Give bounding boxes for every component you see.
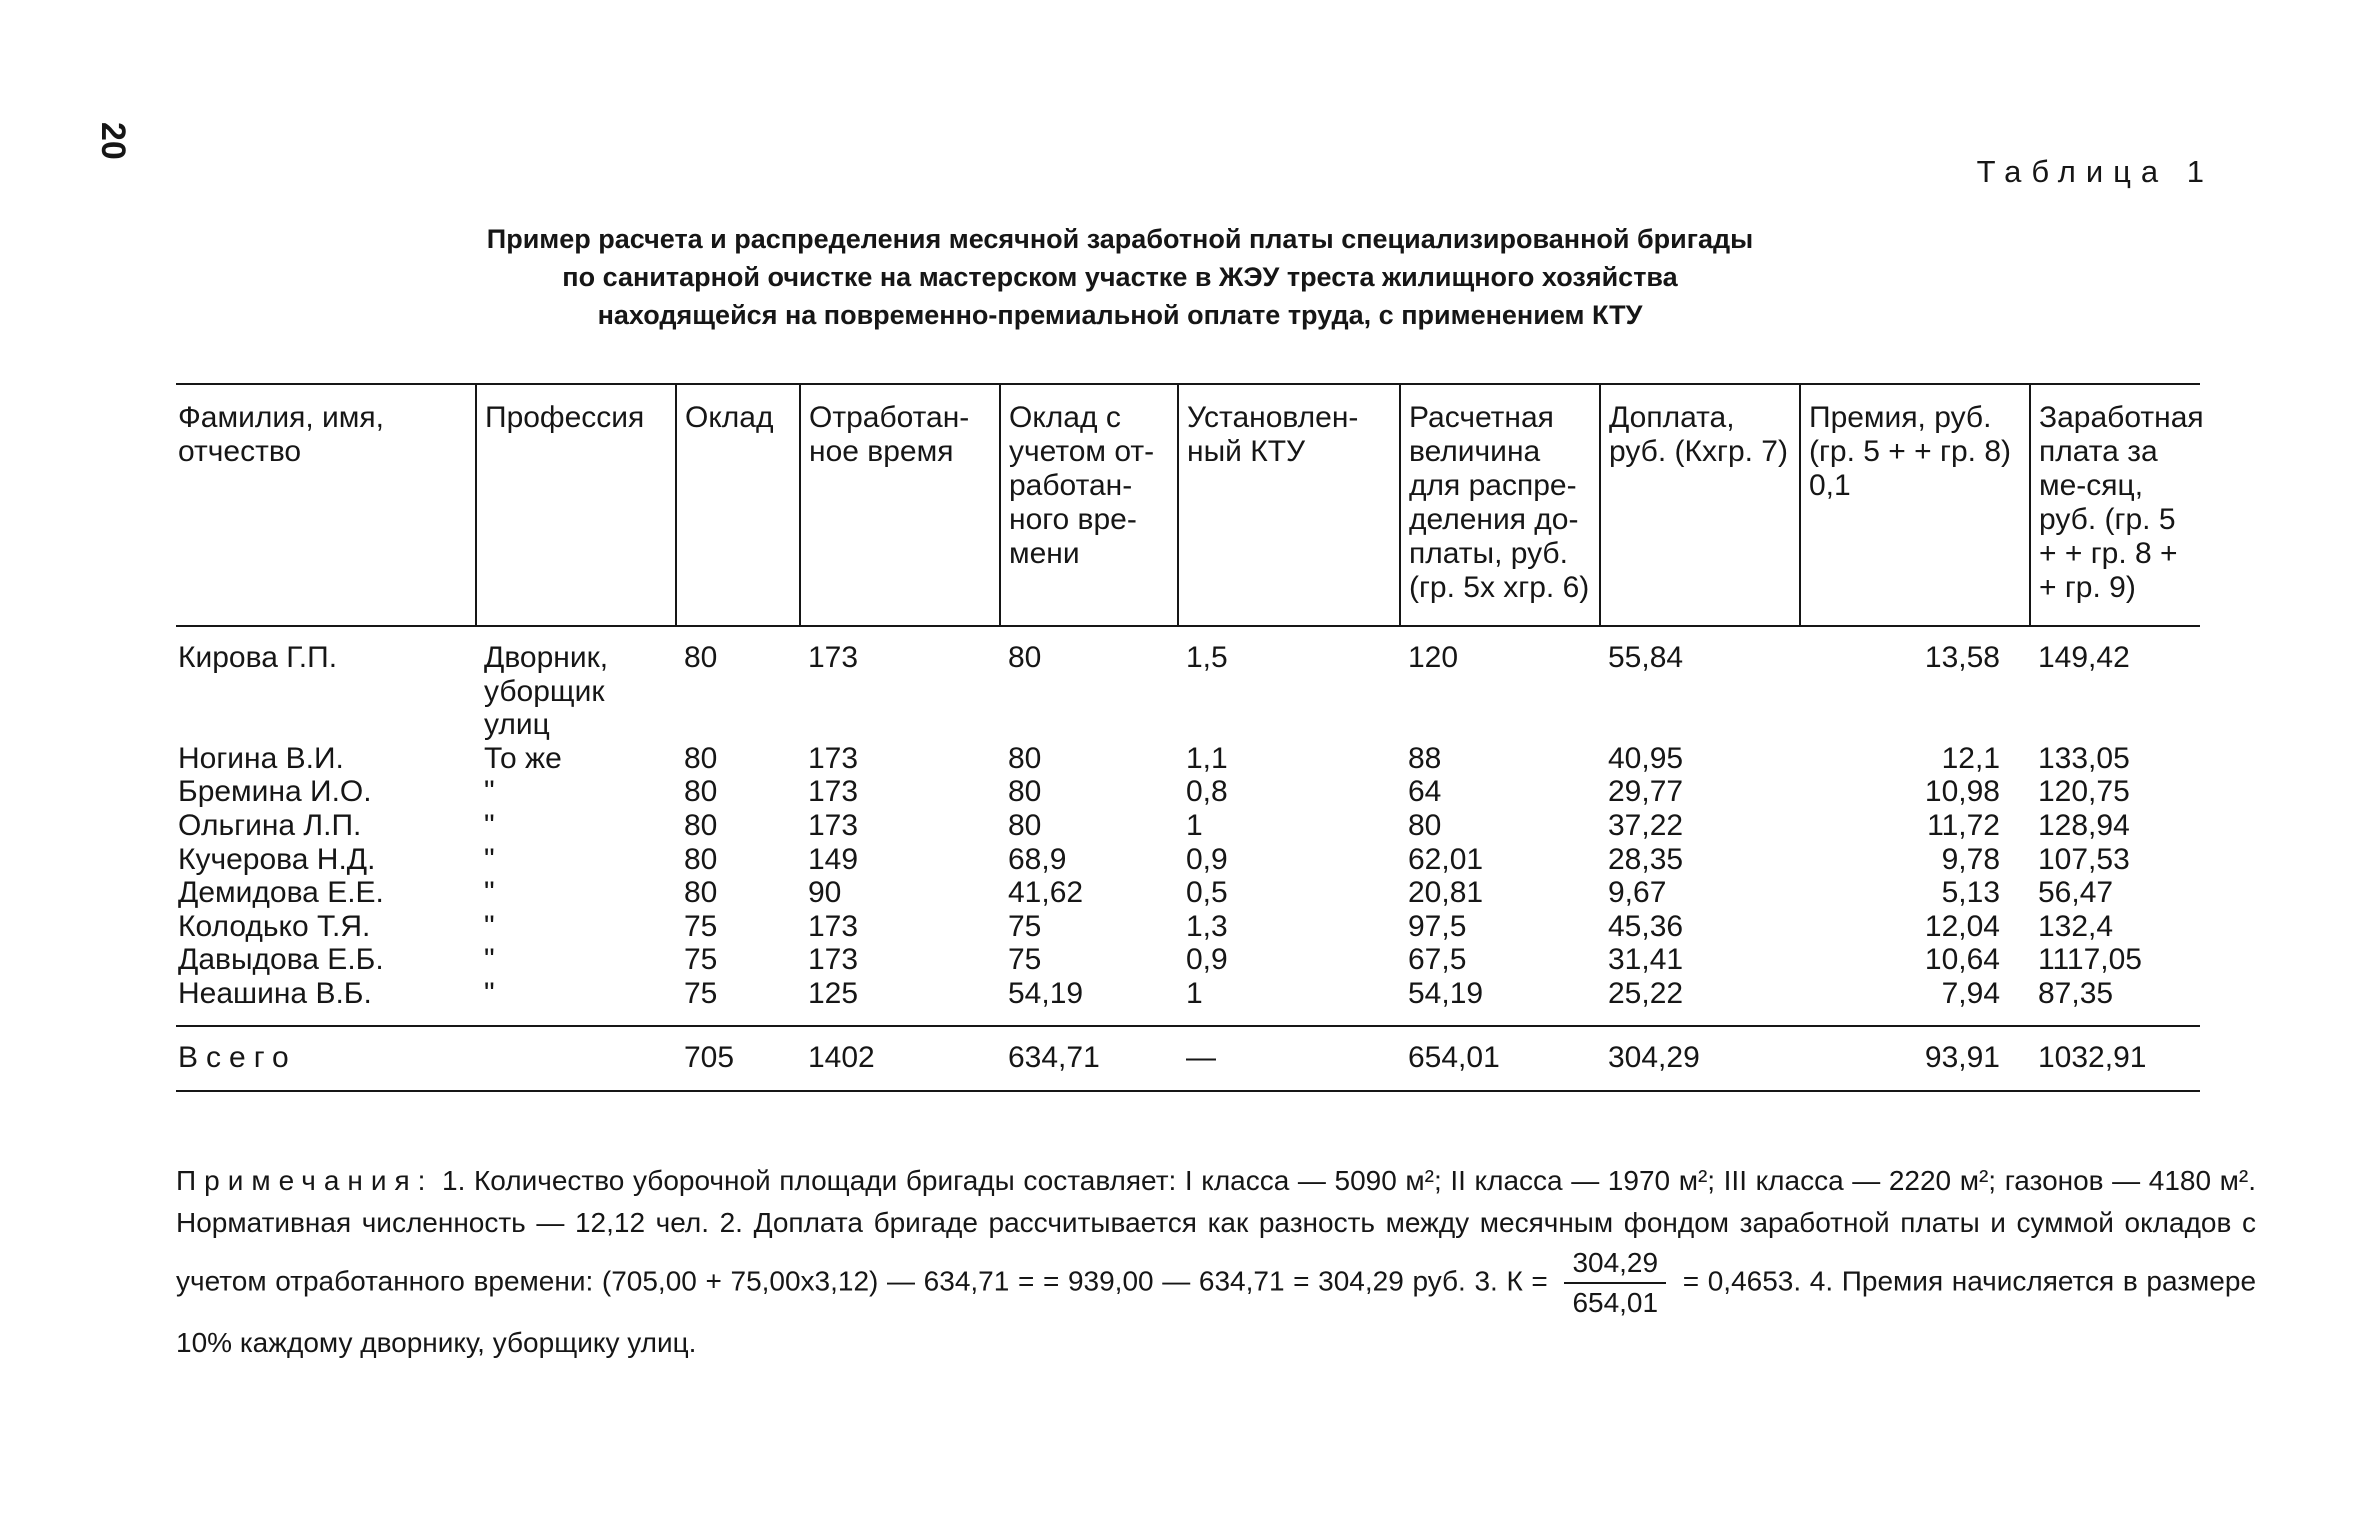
cell-total: 87,35 bbox=[2038, 976, 2114, 1010]
cell-name: Неашина В.Б. bbox=[178, 976, 372, 1010]
cell-bonus: 9,78 bbox=[1941, 842, 2000, 876]
title-line: по санитарной очистке на мастерском участке в ЖЭУ треста жилищного хозяйства bbox=[562, 262, 1678, 292]
cell-calc-value: 62,01 bbox=[1408, 842, 1484, 876]
table-row bbox=[176, 809, 2200, 843]
cell-total: 1117,05 bbox=[2038, 943, 2142, 977]
cell-bonus: 12,04 bbox=[1924, 909, 2000, 943]
cell-calc-value: 64 bbox=[1408, 775, 1442, 809]
cell-total: 133,05 bbox=[2038, 741, 2130, 775]
cell-total: 128,94 bbox=[2038, 808, 2130, 842]
table-row bbox=[176, 742, 2200, 776]
header-bonus: Премия, руб. (гр. 5 + + гр. 8) 0,1 bbox=[1800, 384, 2030, 626]
header-calc-value: Расчетная величина для распре-деления до-платы, руб. (гр. 5х хгр. 6) bbox=[1400, 384, 1600, 626]
cell-adjusted-salary: 75 bbox=[1008, 943, 1042, 977]
cell-time: 173 bbox=[808, 943, 859, 977]
header-total: Заработная плата за ме-сяц, руб. (гр. 5 + + гр. 8 + + гр. 9) bbox=[2030, 384, 2200, 626]
cell-calc-value: 54,19 bbox=[1408, 976, 1484, 1010]
cell-profession: " bbox=[484, 808, 495, 842]
totals-total: 1032,91 bbox=[2030, 1026, 2200, 1092]
header-extra-pay: Доплата, руб. (Кхгр. 7) bbox=[1600, 384, 1800, 626]
cell-profession: То же bbox=[484, 741, 562, 775]
cell-name: Бремина И.О. bbox=[178, 775, 372, 809]
cell-profession: " bbox=[484, 976, 495, 1010]
cell-profession: " bbox=[484, 842, 495, 876]
cell-bonus: 11,72 bbox=[1927, 808, 2000, 842]
header-adjusted-salary: Оклад с учетом от-работан-ного вре-мени bbox=[1000, 384, 1178, 626]
cell-bonus: 7,94 bbox=[1941, 976, 2000, 1010]
formula-fraction bbox=[1564, 1244, 1666, 1322]
cell-ktu: 0,9 bbox=[1186, 943, 1228, 977]
header-time: Отработан-ное время bbox=[800, 384, 1000, 626]
cell-time: 173 bbox=[808, 741, 859, 775]
cell-profession: " bbox=[484, 909, 495, 943]
table-row bbox=[176, 843, 2200, 877]
cell-ktu: 0,5 bbox=[1186, 876, 1228, 910]
table-row bbox=[176, 977, 2200, 1026]
cell-time: 90 bbox=[808, 876, 842, 910]
cell-calc-value: 20,81 bbox=[1408, 876, 1484, 910]
cell-bonus: 10,64 bbox=[1924, 943, 2000, 977]
cell-profession: " bbox=[484, 943, 495, 977]
cell-bonus: 5,13 bbox=[1941, 876, 2000, 910]
totals-row bbox=[176, 1026, 2200, 1092]
cell-extra-pay: 55,84 bbox=[1608, 641, 1684, 674]
cell-calc-value: 97,5 bbox=[1408, 909, 1467, 943]
cell-time: 173 bbox=[808, 775, 859, 809]
notes-text-part1: 1. Количество уборочной площади бригады составляет: I класса — 5090 м²; II класса — 1970 м²; III класса — 2220 м²; газонов — 4180 м². Нормативная численность — 12,12 чел. 2. Доплата бригаде рассчитывается как разность между месячным фондом заработной платы и суммой окладов с учетом отработанного времени: (705,00 + 75,00х3,12) — 634,71 = = 939,00 — 634,71 = 304,29 руб. 3. К = bbox=[176, 1165, 2257, 1297]
cell-extra-pay: 9,67 bbox=[1608, 876, 1667, 910]
table-notes bbox=[176, 1160, 2256, 1364]
cell-extra-pay: 37,22 bbox=[1608, 808, 1684, 842]
cell-salary: 80 bbox=[684, 775, 718, 809]
cell-adjusted-salary: 54,19 bbox=[1008, 976, 1084, 1010]
totals-label: Всего bbox=[176, 1026, 476, 1092]
cell-name: Ольгина Л.П. bbox=[178, 808, 362, 842]
totals-time: 1402 bbox=[800, 1026, 1000, 1092]
cell-salary: 75 bbox=[684, 909, 718, 943]
table-row bbox=[176, 775, 2200, 809]
cell-salary: 80 bbox=[684, 808, 718, 842]
cell-extra-pay: 45,36 bbox=[1608, 909, 1684, 943]
cell-total: 56,47 bbox=[2038, 876, 2114, 910]
fraction-numerator: 304,29 bbox=[1564, 1244, 1666, 1284]
cell-calc-value: 80 bbox=[1408, 808, 1442, 842]
notes-text-part2: = 0,4653. 4. Премия начисляется в размере 10% каждому дворнику, уборщику улиц. bbox=[176, 1265, 2257, 1358]
totals-extra-pay: 304,29 bbox=[1600, 1026, 1800, 1092]
cell-total: 107,53 bbox=[2038, 842, 2130, 876]
cell-name: Демидова Е.Е. bbox=[178, 876, 384, 910]
header-salary: Оклад bbox=[676, 384, 800, 626]
cell-total: 149,42 bbox=[2038, 641, 2130, 674]
cell-bonus: 12,1 bbox=[1941, 741, 2000, 775]
cell-ktu: 1,3 bbox=[1186, 909, 1228, 943]
cell-name: Кирова Г.П. bbox=[178, 641, 338, 674]
totals-calc-value: 654,01 bbox=[1400, 1026, 1600, 1092]
title-line: находящейся на повременно-премиальной оплате труда, с применением КТУ bbox=[597, 300, 1643, 330]
cell-salary: 75 bbox=[684, 943, 718, 977]
cell-calc-value: 67,5 bbox=[1408, 943, 1467, 977]
cell-time: 149 bbox=[808, 842, 859, 876]
table-row bbox=[176, 626, 2200, 742]
cell-salary: 80 bbox=[684, 842, 718, 876]
cell-salary: 75 bbox=[684, 976, 718, 1010]
cell-ktu: 1,1 bbox=[1186, 741, 1228, 775]
cell-bonus: 10,98 bbox=[1924, 775, 2000, 809]
cell-extra-pay: 40,95 bbox=[1608, 741, 1684, 775]
cell-total: 132,4 bbox=[2038, 909, 2114, 943]
cell-adjusted-salary: 80 bbox=[1008, 641, 1042, 674]
cell-name: Колодько Т.Я. bbox=[178, 909, 371, 943]
cell-time: 173 bbox=[808, 808, 859, 842]
cell-time: 173 bbox=[808, 641, 859, 674]
table-row bbox=[176, 876, 2200, 910]
cell-adjusted-salary: 80 bbox=[1008, 741, 1042, 775]
cell-adjusted-salary: 68,9 bbox=[1008, 842, 1067, 876]
cell-ktu: 0,8 bbox=[1186, 775, 1228, 809]
cell-profession: " bbox=[484, 876, 495, 910]
cell-salary: 80 bbox=[684, 876, 718, 910]
cell-extra-pay: 25,22 bbox=[1608, 976, 1684, 1010]
cell-calc-value: 88 bbox=[1408, 741, 1442, 775]
cell-extra-pay: 29,77 bbox=[1608, 775, 1684, 809]
table-row bbox=[176, 910, 2200, 944]
cell-time: 173 bbox=[808, 909, 859, 943]
cell-name: Давыдова Е.Б. bbox=[178, 943, 384, 977]
cell-ktu: 1 bbox=[1186, 808, 1203, 842]
cell-ktu: 1,5 bbox=[1186, 641, 1228, 674]
cell-extra-pay: 31,41 bbox=[1608, 943, 1684, 977]
cell-adjusted-salary: 75 bbox=[1008, 909, 1042, 943]
cell-total: 120,75 bbox=[2038, 775, 2130, 809]
cell-calc-value: 120 bbox=[1408, 641, 1459, 674]
title-line: Пример расчета и распределения месячной заработной платы специализированной бригады bbox=[486, 224, 1754, 254]
cell-profession: Дворник, уборщик улиц bbox=[484, 641, 609, 742]
table-label: Таблица 1 bbox=[1976, 154, 2214, 189]
header-row bbox=[176, 384, 2200, 626]
page-number: 20 bbox=[94, 122, 132, 160]
cell-extra-pay: 28,35 bbox=[1608, 842, 1684, 876]
totals-salary: 705 bbox=[676, 1026, 800, 1092]
cell-ktu: 0,9 bbox=[1186, 842, 1228, 876]
totals-profession bbox=[476, 1026, 676, 1092]
totals-bonus: 93,91 bbox=[1800, 1026, 2030, 1092]
header-profession: Профессия bbox=[476, 384, 676, 626]
cell-name: Ногина В.И. bbox=[178, 741, 344, 775]
cell-adjusted-salary: 80 bbox=[1008, 775, 1042, 809]
cell-adjusted-salary: 80 bbox=[1008, 808, 1042, 842]
table-title bbox=[300, 220, 1940, 334]
cell-adjusted-salary: 41,62 bbox=[1008, 876, 1084, 910]
fraction-denominator: 654,01 bbox=[1572, 1287, 1659, 1318]
header-ktu: Установлен-ный КТУ bbox=[1178, 384, 1400, 626]
cell-salary: 80 bbox=[684, 641, 718, 674]
totals-adjusted-salary: 634,71 bbox=[1000, 1026, 1178, 1092]
cell-name: Кучерова Н.Д. bbox=[178, 842, 376, 876]
salary-table bbox=[176, 383, 2204, 1092]
totals-ktu: — bbox=[1178, 1026, 1400, 1092]
notes-lead: Примечания: bbox=[176, 1165, 434, 1196]
cell-time: 125 bbox=[808, 976, 859, 1010]
cell-salary: 80 bbox=[684, 741, 718, 775]
cell-ktu: 1 bbox=[1186, 976, 1203, 1010]
header-name: Фамилия, имя, отчество bbox=[176, 384, 476, 626]
cell-profession: " bbox=[484, 775, 495, 809]
table-row bbox=[176, 943, 2200, 977]
cell-bonus: 13,58 bbox=[1924, 641, 2000, 674]
